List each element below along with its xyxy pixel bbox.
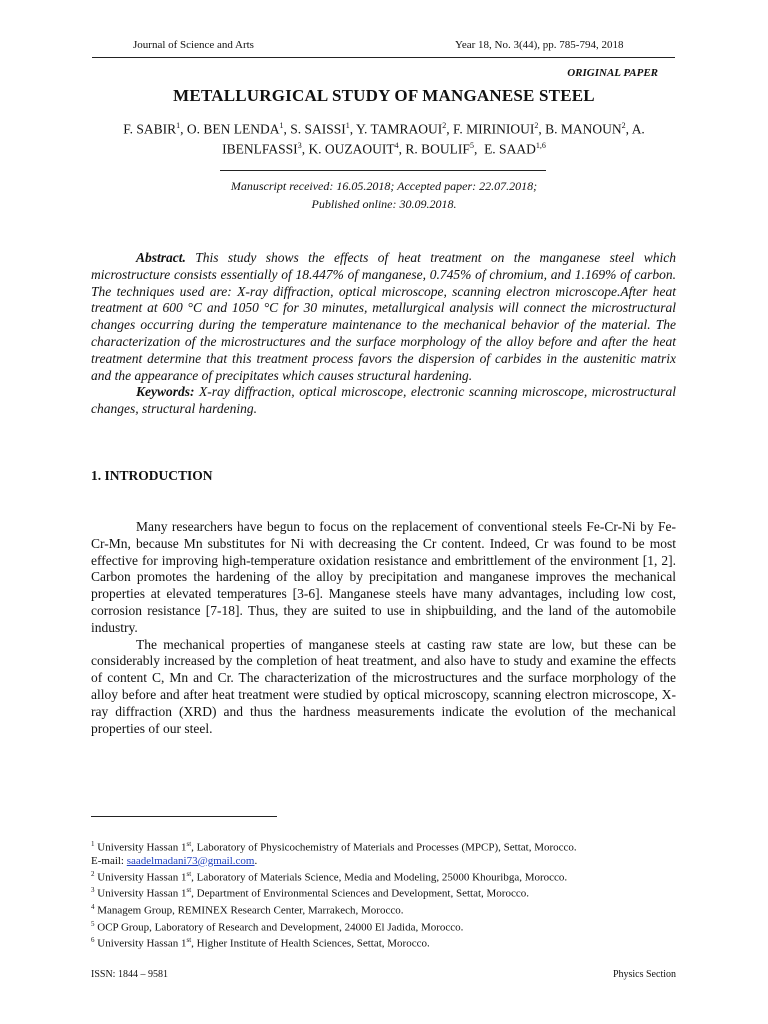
keywords-label: Keywords: (136, 384, 195, 400)
abstract-block (91, 250, 676, 418)
keywords-paragraph (91, 384, 676, 418)
author-name: Y. TAMRAOUI (356, 121, 443, 137)
paper-title: METALLURGICAL STUDY OF MANGANESE STEEL (173, 86, 595, 105)
author-affiliation: 2 (442, 121, 447, 130)
abstract-text: This study shows the effects of heat treatment on the manganese steel which microstructure consists essentially of 18.447% of manganese, 0.745% of chromium, and 1.169% of carbon. The techniques used are: X-ray diffraction, optical microscope, scanning electron microscope.After heat treatment at 600 °C and 1050 °C for 30 minutes, metallurgical analysis will connect the microstructural changes occurring during the temperature maintenance to the mechanical behavior of the material. The characterization of the microstructures and the surface morphology of the alloy before and after the heat treatment determine that this treatment process favors the dispersion of carbides in the austenitic matrix and the appearance of precipitates which causes structural hardening. (91, 250, 676, 383)
author-affiliation: 3 (297, 141, 302, 150)
journal-name: Journal of Science and Arts (133, 39, 254, 51)
author-list: F. SABIR$^1$, O. BEN LENDA$^1$, S. SAISSI$^1$, Y. TAMRAOUI$^2$, F. MIRINIOUI$^2$, B. MANOUN$^2$, A. IBENLFASSI$^3$, K. OUZAOUIT$^4$, R. BOULIF$^5$, E. SAAD$^{1,6}$ (123, 121, 645, 157)
footnote-2: $^2$ University Hassan 1st, Laboratory of Materials Science, Media and Modeling, 25000 Khouribga, Morocco. (91, 869, 568, 884)
paper-type-label: ORIGINAL PAPER (567, 67, 658, 79)
footnotes (91, 838, 691, 951)
email-link[interactable]: saadelmadani73@gmail.com (126, 854, 255, 867)
author-affiliation: 1 (279, 121, 284, 130)
issue-info: Year 18, No. 3(44), pp. 785-794, 2018 (455, 39, 624, 51)
author-name: F. MIRINIOUI (452, 121, 535, 137)
author-name: A. IBENLFASSI (222, 121, 645, 157)
title-divider (220, 170, 546, 171)
issn-footer: ISSN: 1844 – 9581 (91, 969, 168, 980)
published-date: Published online: 30.09.2018. (311, 197, 457, 211)
body-paragraph: Many researchers have begun to focus on the replacement of conventional steels Fe-Cr-Ni by Fe-Cr-Mn, because Mn substitutes for Ni with decreasing the Cr content. Indeed, Cr was found to be most effective for improving high-temperature oxidation resistance and embrittlement of the environment [1, 2]. Carbon promotes the hardening of the alloy by precipitation and manganese improves the mechanical properties at elevated temperatures [3-6]. Manganese steels have many advantages, including low cost, corrosion resistance [7-18]. Thus, they are suited to use in shipbuilding, and the land of the automobile industry. (91, 519, 676, 635)
author-affiliation: 1 (176, 121, 181, 130)
keywords-text: X-ray diffraction, optical microscope, electronic scanning microscope, microstructural changes, structural hardening. (91, 384, 676, 417)
abstract-label: Abstract. (136, 250, 186, 265)
author-name: F. SABIR (123, 121, 177, 137)
body-paragraph: The mechanical properties of manganese steels at casting raw state are low, but these can be considerably increased by the completion of heat treatment, and also have to study and examine the effects of content C, Mn and Cr. The characterization of the microstructures and the surface morphology of the alloy before and after heat treatment were studied by optical microscopy, scanning electron microscope, X-ray diffraction (XRD) and thus the hardness measurements indicate the evolution of the mechanical properties of our steel. (91, 636, 676, 736)
author-name: O. BEN LENDA (186, 121, 280, 137)
footnote-3: $^3$ University Hassan 1st, Department of Environmental Sciences and Development, Settat, Morocco. (91, 886, 529, 900)
received-accepted-dates: Manuscript received: 16.05.2018; Accepted paper: 22.07.2018; (230, 179, 538, 193)
introduction-body (91, 519, 676, 737)
header-divider (92, 57, 675, 58)
author-name: K. OUZAOUIT (308, 141, 395, 157)
author-affiliation: 1 (345, 121, 350, 130)
author-name: S. SAISSI (290, 121, 346, 137)
author-affiliation: 4 (394, 141, 399, 150)
author-affiliation: 1,6 (535, 141, 546, 150)
abstract-paragraph (91, 250, 676, 384)
author-affiliation: 5 (469, 141, 474, 150)
author-name: R. BOULIF (405, 141, 470, 157)
section-footer: Physics Section (612, 969, 676, 980)
footnote-1: $^1$ University Hassan 1st, Laboratory of Physicochemistry of Materials and Processes (MPCP), Settat, Morocco. (91, 840, 577, 854)
footnote-4: $^4$ Managem Group, REMINEX Research Center, Marrakech, Morocco. (91, 902, 404, 917)
footnote-5: $^5$ OCP Group, Laboratory of Research and Development, 24000 El Jadida, Morocco. (91, 919, 464, 934)
section-heading-introduction: 1. INTRODUCTION (91, 468, 213, 483)
author-name: E. SAAD (484, 141, 536, 157)
author-affiliation: 2 (534, 121, 539, 130)
manuscript-dates (0, 177, 768, 213)
author-name: B. MANOUN (545, 121, 622, 137)
author-affiliation: 2 (621, 121, 626, 130)
footnote-email: E-mail: saadelmadani73@gmail.com. (91, 854, 258, 867)
footnote-6: $^6$ University Hassan 1st, Higher Institute of Health Sciences, Settat, Morocco. (91, 936, 430, 950)
footnote-divider (91, 816, 277, 817)
